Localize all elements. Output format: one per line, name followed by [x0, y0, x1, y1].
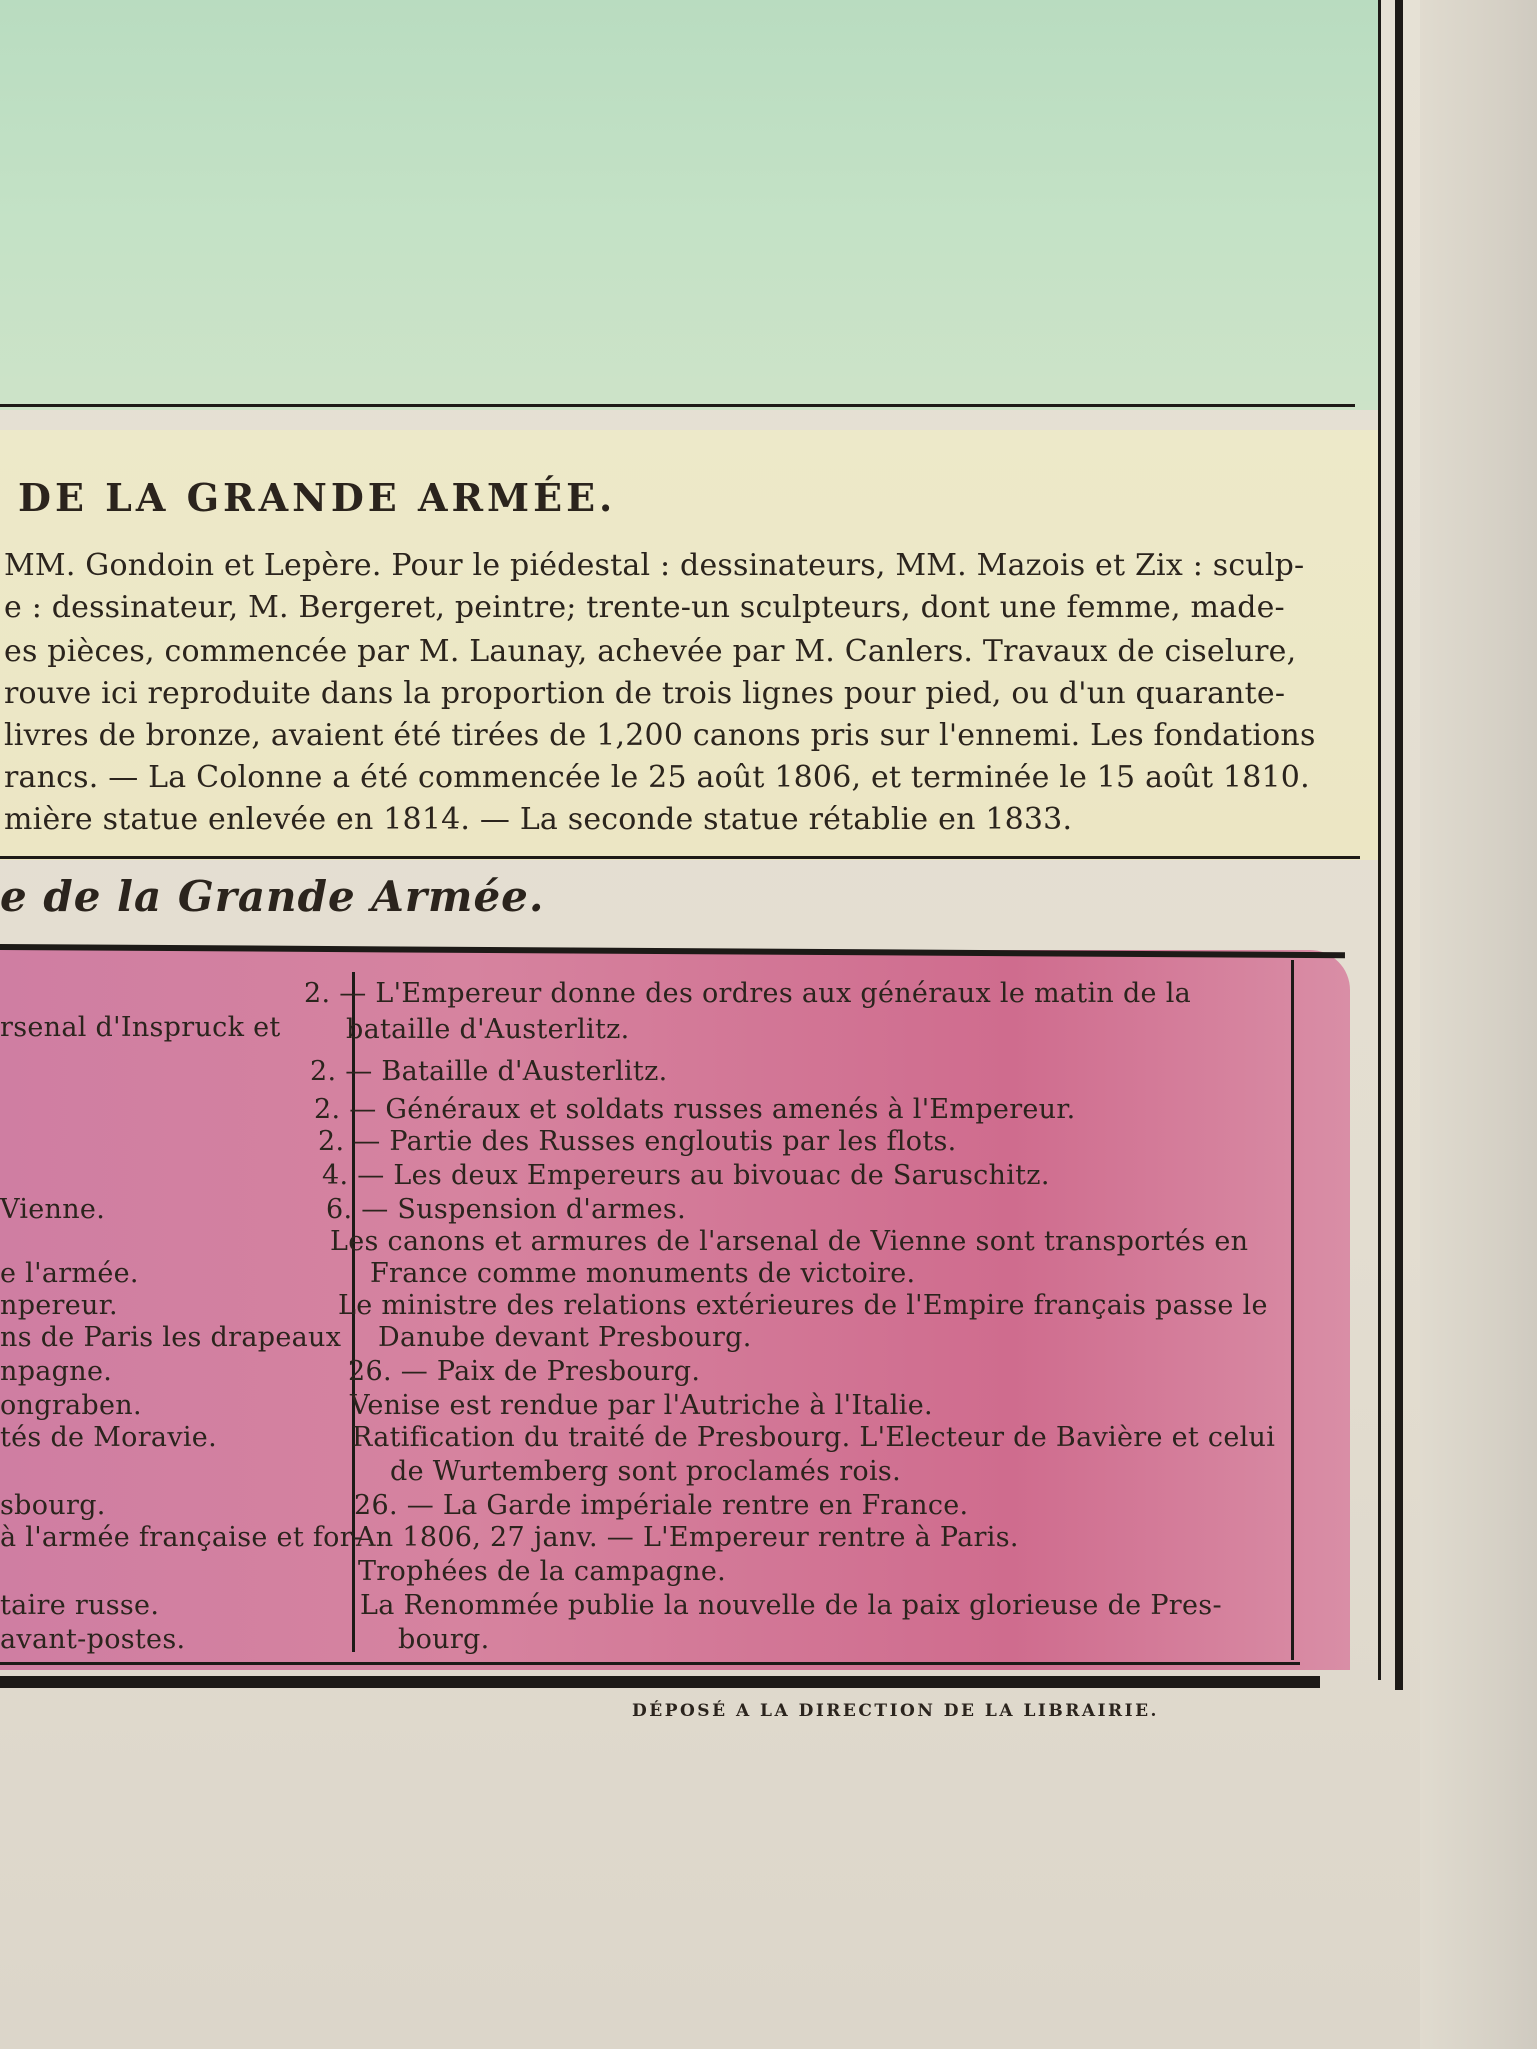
- list-item: An 1806, 27 janv. — L'Empereur rentre à Paris.: [356, 1522, 1019, 1553]
- list-item: rsenal d'Inspruck et: [0, 1012, 281, 1043]
- list-item: taire russe.: [0, 1590, 160, 1621]
- text-line: rancs. — La Colonne a été commencée le 25 août 1806, et terminée le 15 août 1810.: [4, 760, 1310, 795]
- divider-rule: [1291, 960, 1294, 1660]
- list-item: Vienne.: [0, 1194, 106, 1225]
- list-item: bataille d'Austerlitz.: [346, 1014, 630, 1045]
- list-item: tés de Moravie.: [0, 1422, 217, 1453]
- list-item: France comme monuments de victoire.: [370, 1258, 916, 1289]
- text-line: mière statue enlevée en 1814. — La seconde statue rétablie en 1833.: [4, 802, 1073, 837]
- list-item: ns de Paris les drapeaux: [0, 1322, 342, 1353]
- divider-rule: [0, 404, 1355, 407]
- divider-rule: [0, 856, 1360, 859]
- list-item: 2. — Partie des Russes engloutis par les flots.: [318, 1126, 957, 1157]
- text-line: rouve ici reproduite dans la proportion de trois lignes pour pied, ou d'un quarante-: [4, 676, 1286, 711]
- frame-bottom-thin: [0, 1662, 1300, 1665]
- text-line: e : dessinateur, M. Bergeret, peintre; trente-un sculpteurs, dont une femme, made-: [4, 590, 1285, 625]
- list-item: 26. — Paix de Presbourg.: [348, 1356, 701, 1387]
- list-item: npagne.: [0, 1356, 113, 1387]
- paper-right-margin: [1420, 0, 1537, 2049]
- list-item: de Wurtemberg sont proclamés rois.: [390, 1456, 901, 1487]
- list-item: e l'armée.: [0, 1258, 139, 1289]
- list-item: bourg.: [398, 1624, 490, 1655]
- text-line: MM. Gondoin et Lepère. Pour le piédestal : dessinateurs, MM. Mazois et Zix : sculp-: [4, 548, 1305, 583]
- frame-outer-line: [1395, 0, 1403, 1690]
- list-item: La Renommée publie la nouvelle de la paix glorieuse de Pres-: [360, 1590, 1222, 1621]
- list-item: Le ministre des relations extérieures de l'Empire français passe le: [338, 1290, 1268, 1321]
- list-item: sbourg.: [0, 1490, 106, 1521]
- text-line: livres de bronze, avaient été tirées de 1,200 canons pris sur l'ennemi. Les fondations: [4, 718, 1316, 753]
- footer-imprint: DÉPOSÉ A LA DIRECTION DE LA LIBRAIRIE.: [632, 1701, 1159, 1721]
- list-item: Venise est rendue par l'Autriche à l'Italie.: [350, 1390, 933, 1421]
- list-item: 2. — L'Empereur donne des ordres aux généraux le matin de la: [304, 978, 1192, 1009]
- list-item: Trophées de la campagne.: [358, 1556, 727, 1587]
- frame-inner-line: [1378, 0, 1381, 1680]
- section-green: [0, 0, 1378, 410]
- list-item: avant-postes.: [0, 1624, 186, 1655]
- list-item: 4. — Les deux Empereurs au bivouac de Saruschitz.: [322, 1160, 1050, 1191]
- section-title-gothic: e de la Grande Armée.: [0, 872, 545, 921]
- section-title: DE LA GRANDE ARMÉE.: [18, 475, 617, 520]
- list-item: Danube devant Presbourg.: [378, 1322, 752, 1353]
- list-item: Ratification du traité de Presbourg. L'Electeur de Bavière et celui: [352, 1422, 1276, 1453]
- list-item: 2. — Généraux et soldats russes amenés à l'Empereur.: [314, 1094, 1076, 1125]
- list-item: à l'armée française et for-: [0, 1522, 363, 1553]
- list-item: ongraben.: [0, 1390, 142, 1421]
- list-item: Les canons et armures de l'arsenal de Vienne sont transportés en: [330, 1226, 1249, 1257]
- list-item: npereur.: [0, 1290, 118, 1321]
- list-item: 6. — Suspension d'armes.: [326, 1194, 686, 1225]
- list-item: 26. — La Garde impériale rentre en France.: [354, 1490, 969, 1521]
- text-line: es pièces, commencée par M. Launay, achevée par M. Canlers. Travaux de ciselure,: [4, 634, 1297, 669]
- list-item: 2. — Bataille d'Austerlitz.: [310, 1056, 668, 1087]
- frame-bottom-thick: [0, 1676, 1320, 1688]
